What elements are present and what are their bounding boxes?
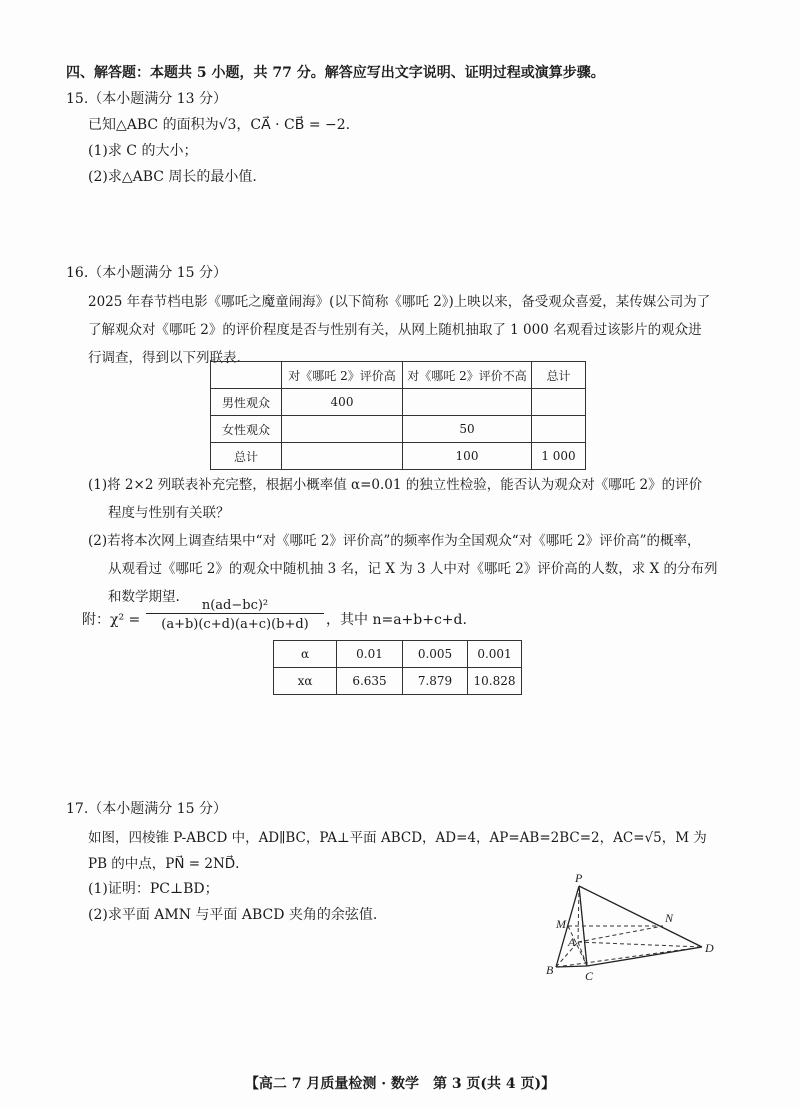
reference-table [273,640,522,695]
table-cell: 女性观众 [211,416,282,443]
q16-stem-line: 行调查，得到以下列联表. [88,350,241,366]
table-row [211,416,586,443]
q17-title: 17.（本小题满分 15 分） [66,801,227,817]
q16-title: 16.（本小题满分 15 分） [66,265,227,281]
table-cell: xα [274,668,337,695]
q16-stem-line: 了解观众对《哪吒 2》的评价程度是否与性别有关，从网上随机抽取了 1 000 名观看过该影片的观众进 [88,322,702,338]
table-header-cell: 对《哪吒 2》评价不高 [403,362,532,389]
table-cell: 7.879 [403,668,468,695]
table-cell: 0.005 [403,641,468,668]
label-M: M [556,917,566,931]
table-header-cell [211,362,282,389]
table-cell: 1 000 [532,443,586,470]
label-A: A [568,935,576,949]
label-D: D [705,941,714,955]
formula-numerator: n(ad−bc)² [146,598,324,614]
q16-part2-line: 和数学期望. [108,589,180,605]
page-footer: 【高二 7 月质量检测 · 数学 第 3 页(共 4 页)】 [244,1076,556,1092]
section-header: 四、解答题：本题共 5 小题，共 77 分。解答应写出文字说明、证明过程或演算步骤。 [66,65,605,81]
table-cell: 50 [403,416,532,443]
q17-part1: (1)证明：PC⊥BD； [88,881,219,897]
pyramid-figure [520,870,740,990]
table-cell [532,416,586,443]
q15-title: 15.（本小题满分 13 分） [66,91,227,107]
table-header-cell: 对《哪吒 2》评价高 [282,362,403,389]
formula-denominator: (a+b)(c+d)(a+c)(b+d) [161,617,309,632]
table-header-cell: 总计 [532,362,586,389]
table-row [211,389,586,416]
table-row [211,443,586,470]
q15-stem: 已知△ABC 的面积为√3，CA⃗ · CB⃗ = −2. [88,117,351,133]
q15-part2: (2)求△ABC 周长的最小值. [88,169,257,185]
label-C: C [585,969,594,983]
q16-part2-line: 从观看过《哪吒 2》的观众中随机抽 3 名，记 X 为 3 人中对《哪吒 2》评价高的人数，求 X 的分布列 [108,561,718,577]
table-cell: α [274,641,337,668]
q17-stem-line: PB 的中点，PN⃗ = 2ND⃗. [88,856,240,872]
q17-part2: (2)求平面 AMN 与平面 ABCD 夹角的余弦值. [88,907,378,923]
label-P: P [575,871,583,885]
q16-part1-line: 程度与性别有关联？ [108,505,230,521]
formula-suffix: ，其中 n=a+b+c+d. [326,612,467,628]
table-cell: 10.828 [468,668,522,695]
table-cell: 0.001 [468,641,522,668]
table-row [274,668,522,695]
table-cell [282,416,403,443]
q17-stem-line: 如图，四棱锥 P-ABCD 中，AD∥BC，PA⊥平面 ABCD，AD=4，AP=AB=2BC=2，AC=√5，M 为 [88,830,707,846]
formula-prefix: 附：χ² = [82,612,141,628]
q16-stem-line: 2025 年春节档电影《哪吒之魔童闹海》(以下简称《哪吒 2》)上映以来，备受观众喜爱，某传媒公司为了 [88,294,711,310]
table-cell: 6.635 [337,668,403,695]
label-B: B [546,963,554,977]
q15-part1: (1)求 C 的大小； [88,143,198,159]
table-cell [532,389,586,416]
table-cell: 0.01 [337,641,403,668]
label-N: N [665,911,674,925]
table-cell: 男性观众 [211,389,282,416]
table-cell [403,389,532,416]
table-header-row [211,362,586,389]
table-cell: 100 [403,443,532,470]
table-cell: 400 [282,389,403,416]
contingency-table [210,361,586,470]
table-cell: 总计 [211,443,282,470]
table-cell [282,443,403,470]
table-row [274,641,522,668]
q16-part2-line: (2)若将本次网上调查结果中“对《哪吒 2》评价高”的频率作为全国观众“对《哪吒 2》评价高”的概率， [88,533,701,549]
q16-part1-line: (1)将 2×2 列联表补充完整，根据小概率值 α=0.01 的独立性检验，能否认为观众对《哪吒 2》的评价 [88,477,703,493]
